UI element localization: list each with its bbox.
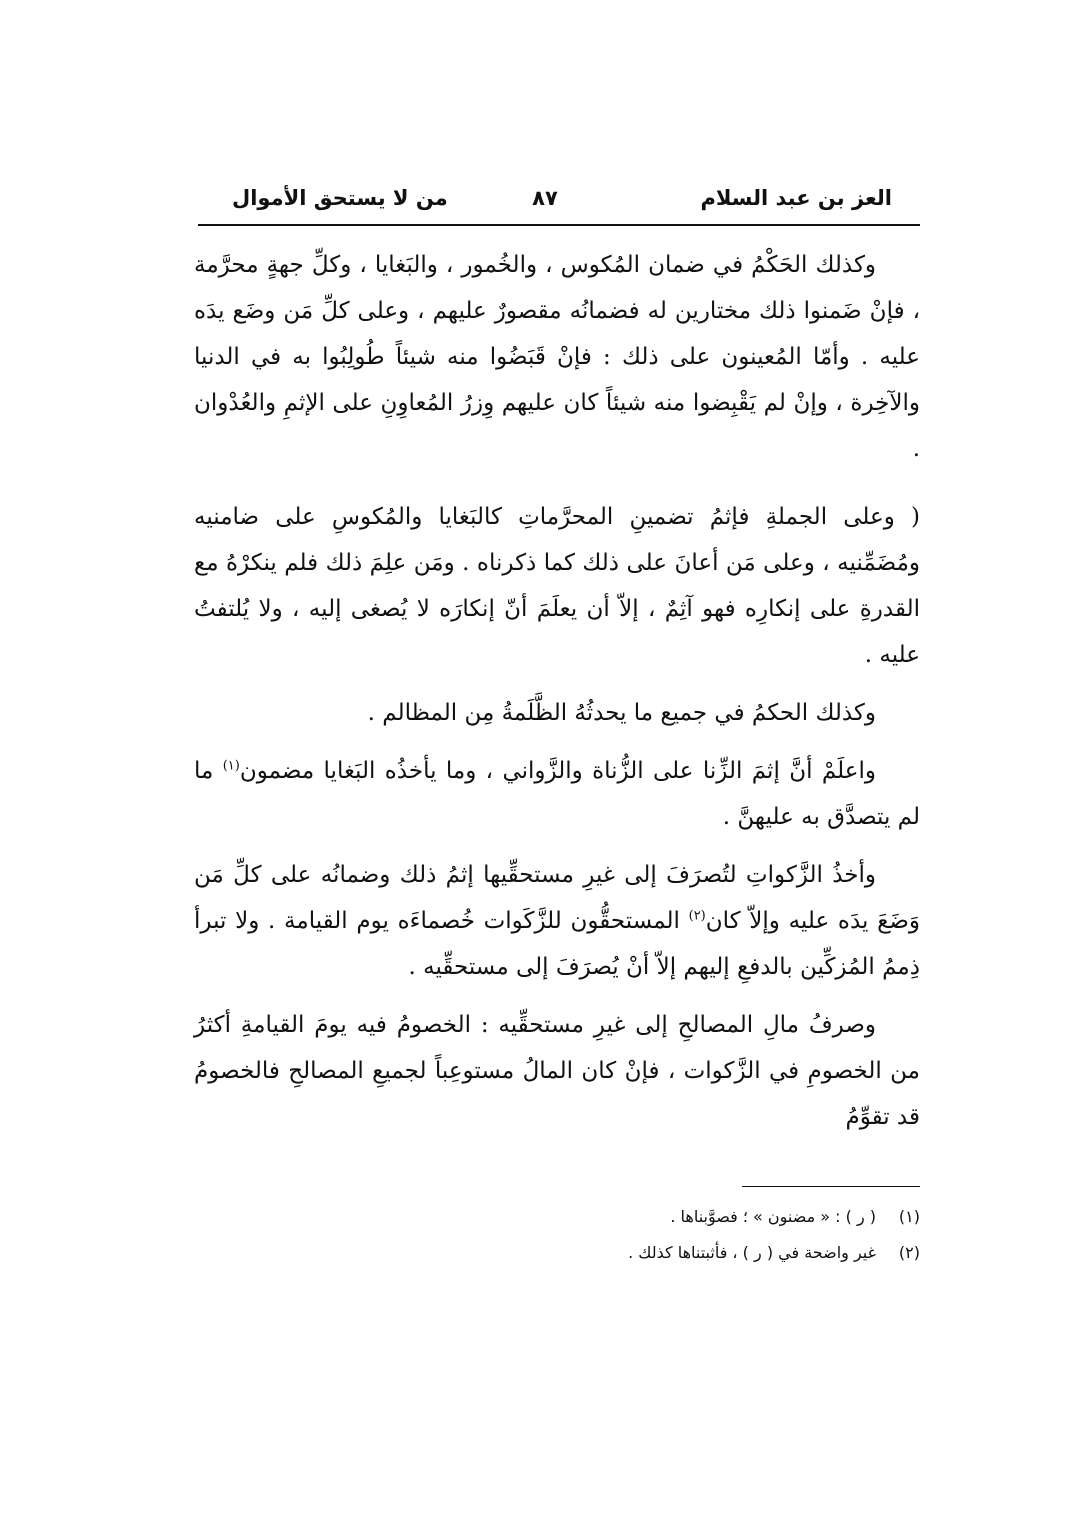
footnote-number: (٢) bbox=[898, 1243, 920, 1262]
paragraph-4-text: واعلَمْ أنَّ إثمَ الزِّنا على الزُّناة والزَّواني ، وما يأخذُه البَغايا مضمون bbox=[239, 758, 876, 784]
paragraph-6: وصرفُ مالِ المصالحِ إلى غيرِ مستحقِّيه : الخصومُ فيه يومَ القيامةِ أكثرُ من الخصومِ في الزَّكوات ، فإنْ كان المالُ مستوعِباً لجميعِ المصالحِ فالخصومُ قد تقوِّمُ bbox=[194, 1012, 920, 1130]
footnote-1 bbox=[194, 1199, 920, 1235]
footnote-text: غير واضحة في ( ر ) ، فأثبتناها كذلك . bbox=[628, 1243, 876, 1262]
footnote-text: ( ر ) : « مضنون » ؛ فصوَّبناها . bbox=[670, 1207, 876, 1226]
paragraph-5-text: وأخذُ الزَّكواتِ لتُصرَفَ إلى غيرِ مستحقِّيها إثمُ ذلك وضمانُه على كلِّ مَن وَضَعَ يدَه عليه وإلاّ كان bbox=[194, 862, 921, 934]
header-author: العز بن عبد السلام bbox=[700, 186, 892, 210]
header-rule bbox=[198, 224, 920, 226]
paragraph-5-text-end: المستحقُّون للزَّكَوات خُصماءَه يوم القيامة . ولا تبرأ ذِممُ المُزكِّين بالدفعِ إليهم إلاّ أنْ يُصرَفَ إلى مستحقِّيه . bbox=[194, 908, 920, 980]
footnote-rule bbox=[742, 1186, 920, 1187]
paragraph-4-text-end: ما لم يتصدَّق به عليهنَّ . bbox=[194, 758, 920, 830]
main-text bbox=[194, 242, 920, 1140]
running-header bbox=[198, 184, 892, 224]
footnotes bbox=[194, 1199, 920, 1271]
paragraph-5 bbox=[194, 852, 920, 990]
paragraph-4 bbox=[194, 748, 920, 840]
footnote-ref-2: (٢) bbox=[688, 908, 706, 924]
paragraph-1: وكذلك الحَكْمُ في ضمان المُكوس ، والخُمور ، والبَغايا ، وكلِّ جهةٍ محرَّمة ، فإنْ ضَمنوا ذلك مختارين له فضمانُه مقصورٌ عليهم ، وعلى كلِّ مَن وضَع يدَه عليه . وأمّا المُعينون على ذلك : فإنْ قَبَضُوا منه شيئاً طُولِبُوا به في الدنيا والآخِرة ، وإنْ لم يَقْبِضوا منه شيئاً كان عليهم وِزرُ المُعاوِنِ على الإثمِ والعُدْوان . bbox=[194, 252, 920, 462]
footnote-number: (١) bbox=[898, 1207, 920, 1226]
page-number: ٨٧ bbox=[532, 186, 558, 210]
footnote-2 bbox=[194, 1235, 920, 1271]
footnote-ref-1: (١) bbox=[222, 758, 240, 774]
paragraph-2: ( وعلى الجملةِ فإثمُ تضمينِ المحرَّماتِ كالبَغايا والمُكوسِ على ضامنيه ومُضَمِّنيه ، وعلى مَن أعانَ على ذلك كما ذكرناه . ومَن علِمَ ذلك فلم ينكرْهُ مع القدرةِ على إنكارِه فهو آثِمٌ ، إلاّ أن يعلَمَ أنّ إنكارَه لا يُصغى إليه ، ولا يُلتفتُ عليه . bbox=[194, 504, 920, 668]
header-chapter-title: من لا يستحق الأموال bbox=[232, 186, 448, 210]
paragraph-3: وكذلك الحكمُ في جميع ما يحدثُهُ الظَّلَمةُ مِن المظالم . bbox=[367, 700, 876, 726]
